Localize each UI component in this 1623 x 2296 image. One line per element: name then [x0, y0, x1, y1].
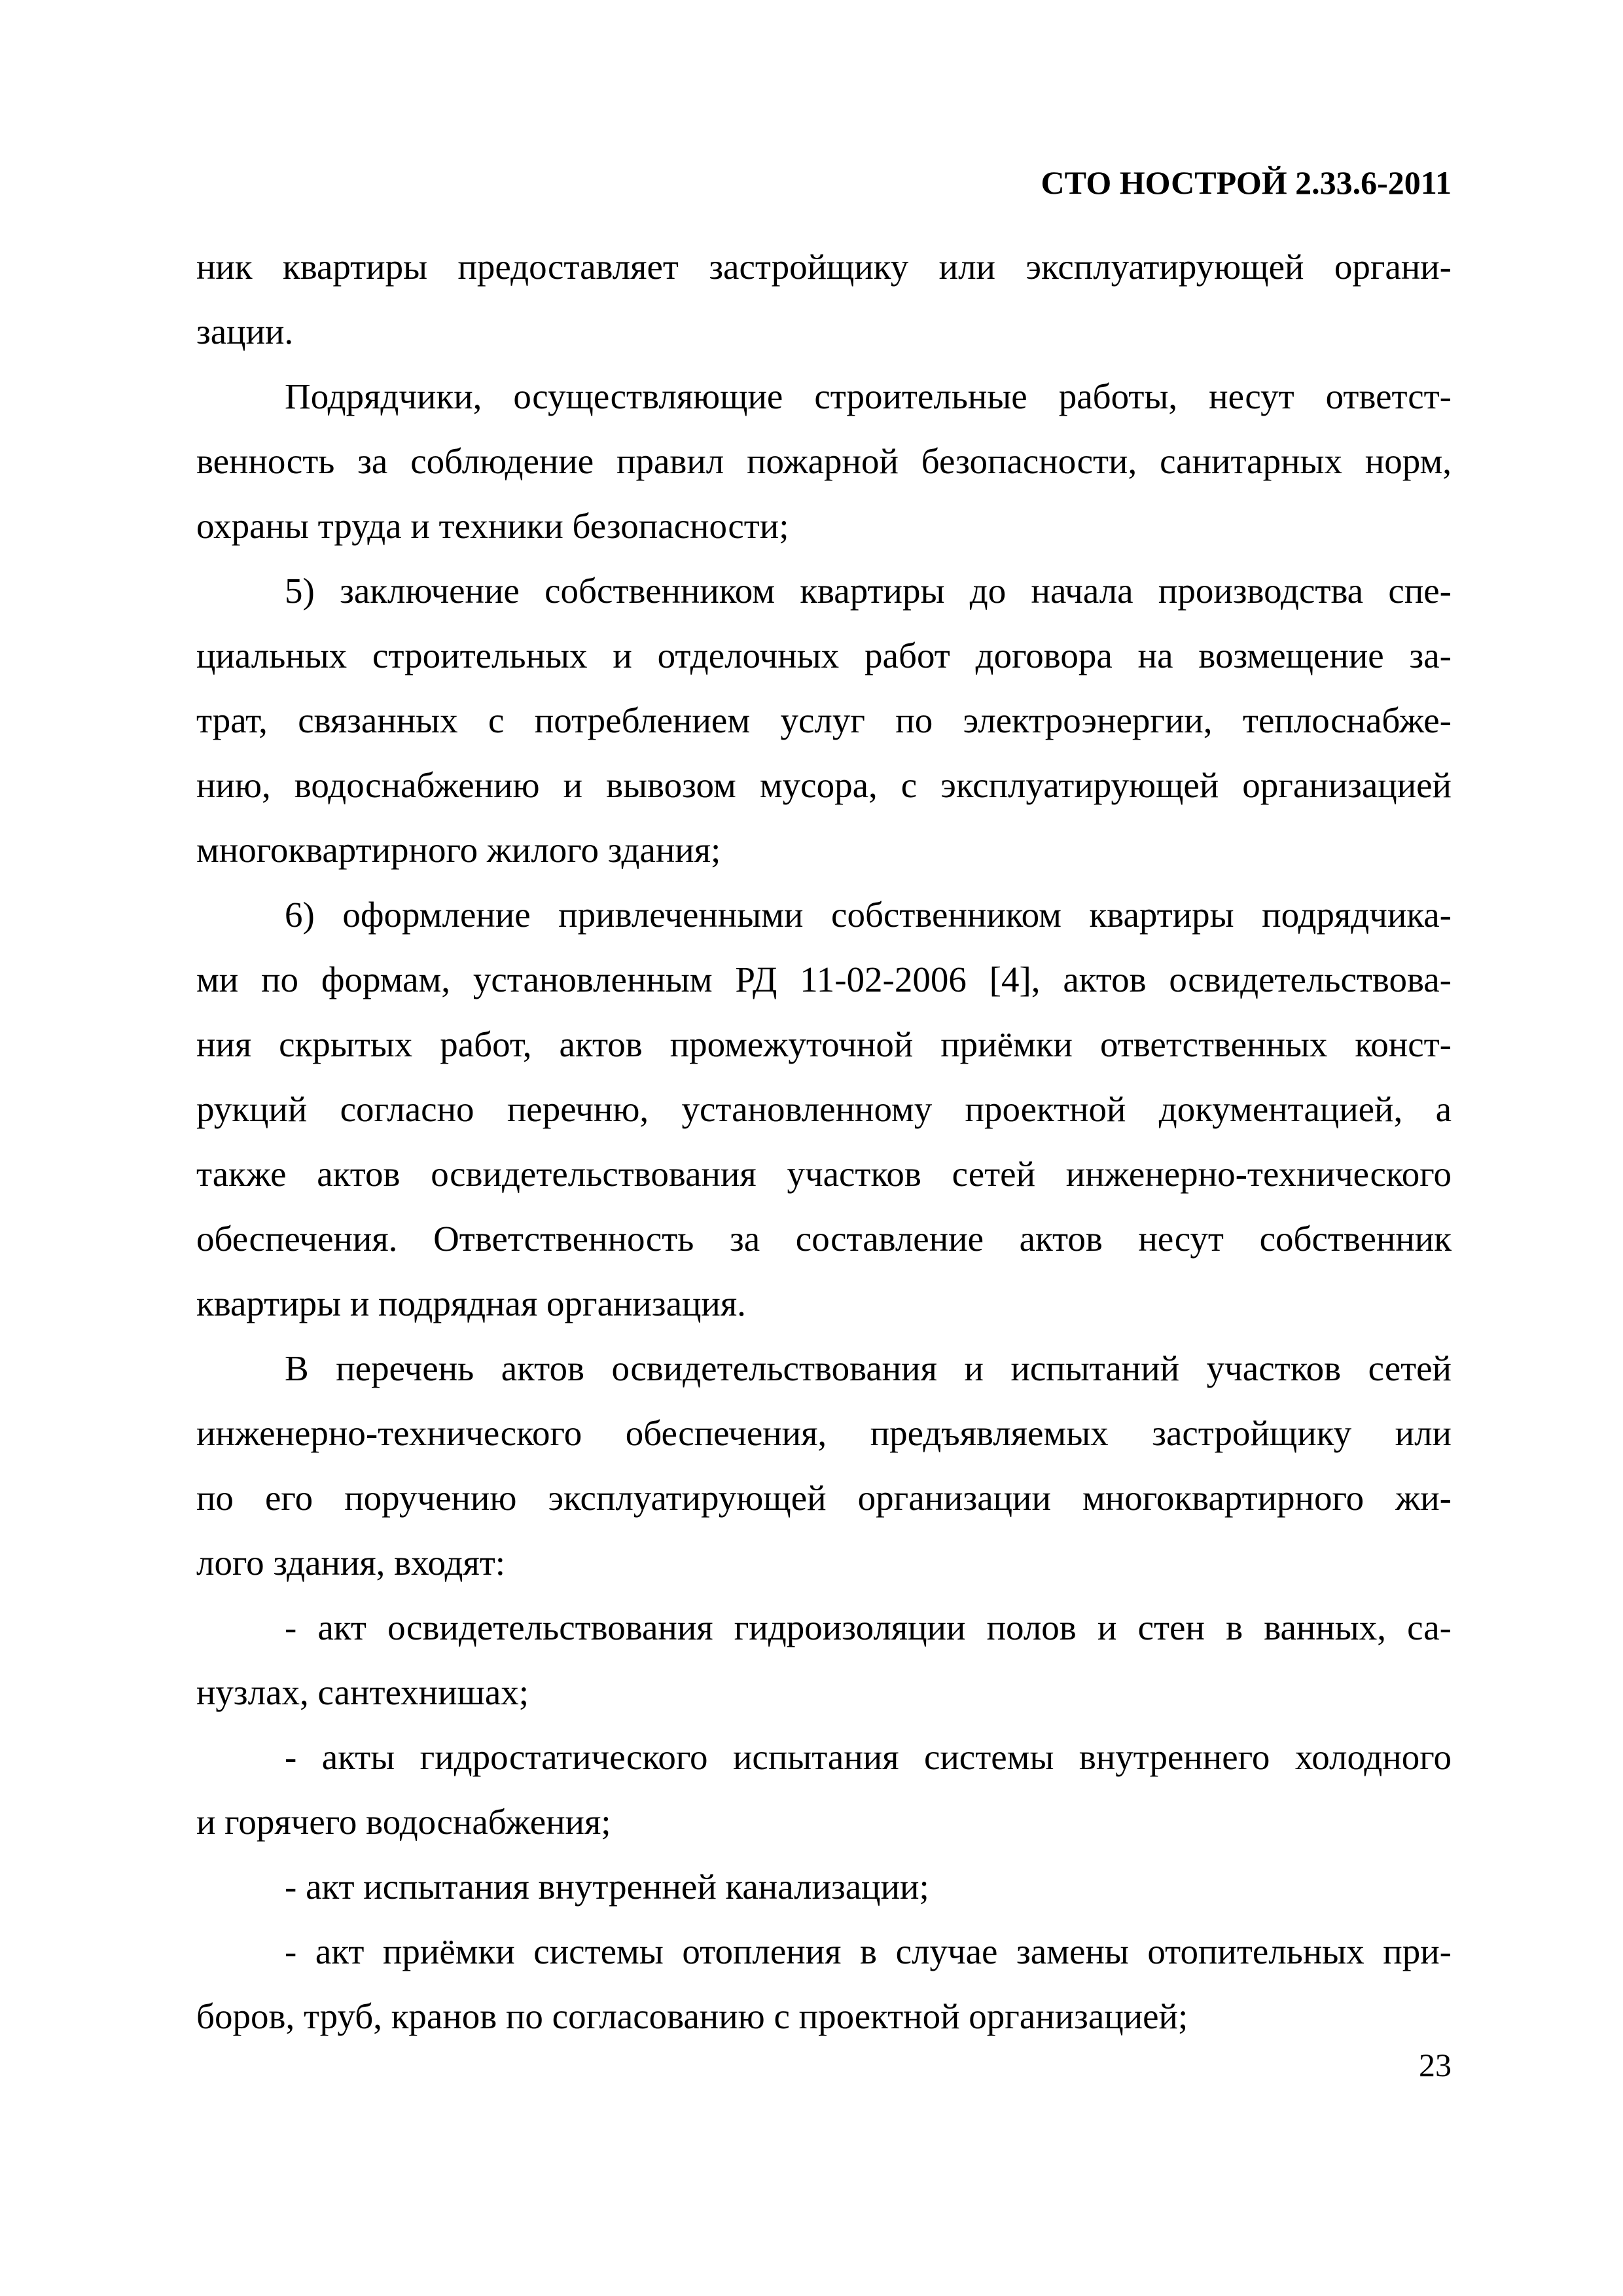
text-line: по его поручению эксплуатирующей организации многоквартирного жи- [196, 1478, 1452, 1518]
paragraph [196, 364, 1452, 558]
text-line: трат, связанных с потреблением услуг по электроэнергии, теплоснабже- [196, 700, 1452, 740]
text-line: венность за соблюдение правил пожарной безопасности, санитарных норм, [196, 441, 1452, 481]
text-line: рукций согласно перечню, установленному проектной документацией, а [196, 1089, 1452, 1129]
text-line: охраны труда и техники безопасности; [196, 506, 789, 546]
text-line: обеспечения. Ответственность за составление актов несут собственник [196, 1219, 1452, 1259]
paragraph [196, 1595, 1452, 1725]
standard-code: СТО НОСТРОЙ 2.33.6-2011 [1041, 164, 1452, 201]
text-line: ник квартиры предоставляет застройщику или эксплуатирующей органи- [196, 247, 1452, 287]
paragraph [196, 1725, 1452, 1854]
text-line: Подрядчики, осуществляющие строительные работы, несут ответст- [285, 376, 1452, 416]
paragraph [196, 1854, 1452, 1919]
paragraph [196, 882, 1452, 1336]
text-line: и горячего водоснабжения; [196, 1802, 611, 1842]
page-body [0, 200, 1623, 2049]
page-footer [1419, 2047, 1452, 2083]
text-line: нию, водоснабжению и вывозом мусора, с эксплуатирующей организацией [196, 765, 1452, 805]
paragraph [196, 558, 1452, 882]
page-number: 23 [1419, 2047, 1452, 2083]
text-line: - акт испытания внутренней канализации; [285, 1867, 929, 1907]
text-line: ния скрытых работ, актов промежуточной приёмки ответственных конст- [196, 1024, 1452, 1064]
text-line: зации. [196, 312, 294, 351]
text-line: ми по формам, установленным РД 11-02-2006 [4], актов освидетельствова- [196, 960, 1452, 999]
paragraph [196, 1919, 1452, 2049]
text-line: 6) оформление привлеченными собственником квартиры подрядчика- [285, 895, 1452, 935]
text-line: лого здания, входят: [196, 1543, 506, 1583]
text-line: 5) заключение собственником квартиры до начала производства спе- [285, 571, 1452, 611]
text-line: боров, труб, кранов по согласованию с проектной организацией; [196, 1996, 1188, 2036]
text-line: - акты гидростатического испытания системы внутреннего холодного [285, 1737, 1452, 1777]
text-line: многоквартирного жилого здания; [196, 830, 721, 870]
document-header [0, 0, 1623, 200]
paragraph [196, 1336, 1452, 1595]
text-line: также актов освидетельствования участков сетей инженерно-технического [196, 1154, 1452, 1194]
text-line: нузлах, сантехнишах; [196, 1672, 529, 1712]
text-line: циальных строительных и отделочных работ договора на возмещение за- [196, 636, 1452, 675]
text-line: - акт освидетельствования гидроизоляции полов и стен в ванных, са- [285, 1607, 1452, 1647]
text-line: квартиры и подрядная организация. [196, 1283, 746, 1323]
text-line: инженерно-технического обеспечения, предъявляемых застройщику или [196, 1413, 1452, 1453]
text-line: - акт приёмки системы отопления в случае замены отопительных при- [285, 1931, 1452, 1971]
paragraph [196, 234, 1452, 364]
text-line: В перечень актов освидетельствования и испытаний участков сетей [285, 1348, 1452, 1388]
